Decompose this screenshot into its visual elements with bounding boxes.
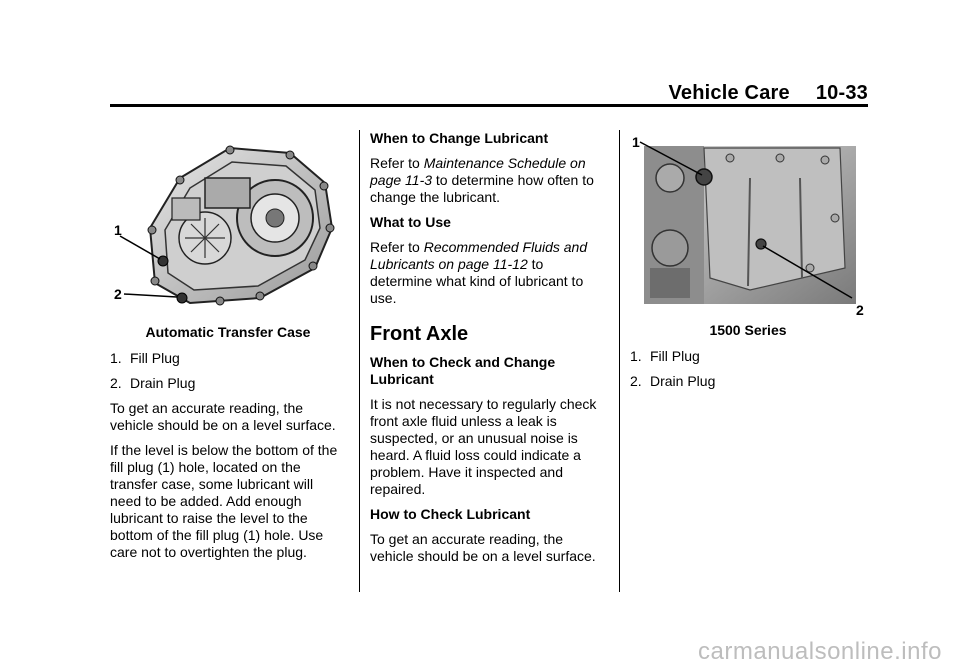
paragraph: It is not necessary to regularly check front axle fluid unless a leak is suspected, or an unusual noise is heard. A fluid loss could indicate a problem. Have it inspected and repaired.: [370, 396, 597, 497]
section-name: Vehicle Care: [668, 82, 790, 104]
column-2: [370, 130, 606, 573]
paragraph: If the level is below the bottom of the fill plug (1) hole, located on the transfer case, some lubricant will need to be added. Add enough lubricant to raise the level to the bottom of the fill plug (1) hole. Use care not to overtighten the plug.: [110, 442, 338, 560]
axle-figure: [630, 118, 866, 318]
list-item: 1. Fill Plug: [110, 350, 180, 366]
subheading: When to Check and Change Lubricant: [370, 354, 556, 387]
cross-reference: Maintenance Schedule on page 11-3: [370, 155, 586, 188]
figure-caption: 1500 Series: [709, 322, 787, 338]
paragraph: Refer to Maintenance Schedule on page 11-3 to determine how often to change the lubricant.: [370, 155, 594, 205]
list-item: 2. Drain Plug: [110, 375, 196, 391]
callout-1: 1: [114, 222, 122, 238]
subheading: When to Change Lubricant: [370, 130, 549, 146]
column-3: [630, 118, 866, 398]
list-item: 1. Fill Plug: [630, 348, 700, 364]
section-title: Front Axle: [370, 323, 469, 345]
transfer-case-figure: [110, 118, 346, 318]
column-1: [110, 118, 346, 569]
paragraph: To get an accurate reading, the vehicle should be on a level surface.: [370, 531, 596, 564]
callout-1: 1: [632, 134, 640, 150]
column-divider-1: [359, 130, 360, 592]
front-axle-photo: [630, 118, 866, 308]
transfer-case-illustration: [110, 118, 346, 318]
figure-caption: Automatic Transfer Case: [145, 324, 311, 340]
page-header: [110, 82, 868, 106]
header-title: [668, 82, 868, 105]
list-item: 2. Drain Plug: [630, 373, 716, 389]
header-rule: [110, 104, 868, 107]
watermark: carmanualsonline.info: [698, 638, 942, 665]
column-divider-2: [619, 130, 620, 592]
page-number: 10-33: [815, 82, 868, 104]
paragraph: Refer to Recommended Fluids and Lubricants on page 11-12 to determine what kind of lubricant to use.: [370, 239, 588, 306]
callout-2: 2: [114, 286, 122, 302]
subheading: How to Check Lubricant: [370, 506, 531, 522]
callout-2: 2: [856, 302, 864, 318]
paragraph: To get an accurate reading, the vehicle should be on a level surface.: [110, 400, 336, 433]
subheading: What to Use: [370, 214, 451, 230]
cross-reference: Recommended Fluids and Lubricants on page 11-12: [370, 239, 588, 272]
